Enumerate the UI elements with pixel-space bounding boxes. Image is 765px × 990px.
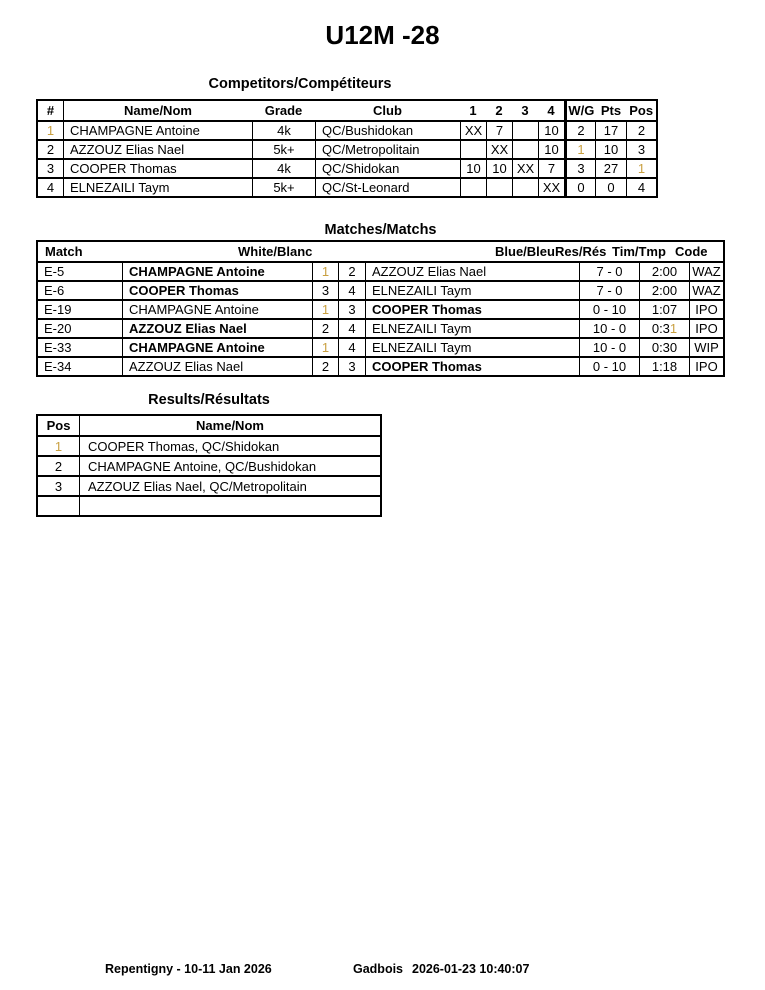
cell-blue-number: 4 (338, 339, 365, 356)
cell-number: 4 (46, 180, 55, 195)
cell-points: 0 (595, 179, 626, 196)
cell-club: QC/Bushidokan (315, 122, 460, 139)
cell-blue-name: ELNEZAILI Taym (365, 282, 579, 299)
table-row (38, 337, 723, 356)
col-points: Pts (600, 103, 622, 118)
col-grade: Grade (264, 103, 303, 118)
cell-match-id: E-20 (44, 321, 72, 336)
cell-white-name: COOPER Thomas (122, 282, 312, 299)
cell-position: 3 (54, 478, 63, 494)
cell-white-name: CHAMPAGNE Antoine (122, 263, 312, 280)
cell-position: 2 (54, 458, 63, 474)
cell-round-2: 7 (486, 122, 512, 139)
cell-white-number: 3 (312, 282, 338, 299)
cell-round-3 (512, 141, 538, 158)
competitors-table-header (38, 101, 656, 120)
cell-blue-name: ELNEZAILI Taym (365, 339, 579, 356)
cell-result: 0 - 10 (579, 301, 639, 318)
cell-grade: 4k (252, 122, 315, 139)
col-position: Pos (46, 418, 71, 433)
cell-blue-name: COOPER Thomas (365, 301, 579, 318)
footer-event: Repentigny - 10-11 Jan 2026 (105, 962, 272, 976)
cell-round-1: XX (460, 122, 486, 139)
cell-match-id: E-5 (44, 264, 65, 279)
cell-position: 1 (54, 438, 63, 454)
header-group-score (564, 101, 656, 120)
cell-white-number: 2 (312, 358, 338, 375)
cell-club: QC/Shidokan (315, 160, 460, 177)
col-round-3: 3 (521, 103, 529, 118)
cell-blue-number: 4 (338, 282, 365, 299)
cell-code: WAZ (689, 282, 723, 299)
table-row (38, 139, 656, 158)
cell-result: 7 - 0 (579, 282, 639, 299)
cell-round-3 (512, 179, 538, 196)
footer-timestamp: 2026-01-23 10:40:07 (412, 962, 530, 976)
results-table (36, 414, 382, 517)
cell-time: 0:3 1 (639, 320, 689, 337)
col-white: White/Blanc (238, 244, 313, 259)
cell-grade: 5k+ (252, 179, 315, 196)
cell-round-2: 10 (486, 160, 512, 177)
section-heading-matches: Matches/Matchs (324, 222, 437, 238)
cell-number: 3 (46, 161, 55, 176)
table-row (38, 158, 656, 177)
cell-white-number: 1 (312, 263, 338, 280)
cell-points: 10 (595, 141, 626, 158)
footer-operator: Gadbois (353, 962, 404, 976)
table-row (38, 318, 723, 337)
cell-number: 2 (46, 142, 55, 157)
cell-result: 7 - 0 (579, 263, 639, 280)
cell-wins: 1 (564, 141, 595, 158)
cell-blue-number: 2 (338, 263, 365, 280)
cell-round-2: XX (486, 141, 512, 158)
cell-round-2 (486, 179, 512, 196)
cell-club: QC/Metropolitain (315, 141, 460, 158)
matches-table-header (38, 242, 723, 261)
cell-match-id: E-34 (44, 359, 72, 374)
cell-grade: 5k+ (252, 141, 315, 158)
cell-match-id: E-6 (44, 283, 65, 298)
cell-white-name: CHAMPAGNE Antoine (122, 301, 312, 318)
header-group-main (63, 101, 564, 120)
col-name: Name/Nom (124, 103, 192, 118)
cell-position: 2 (626, 122, 656, 139)
col-match: Match (45, 244, 83, 259)
cell-white-number: 1 (312, 301, 338, 318)
cell-code: IPO (689, 320, 723, 337)
cell-round-1 (460, 141, 486, 158)
table-row (38, 261, 723, 280)
cell-blue-name: AZZOUZ Elias Nael (365, 263, 579, 280)
cell-round-1: 10 (460, 160, 486, 177)
cell-code: WAZ (689, 263, 723, 280)
cell-time: 1:18 (639, 358, 689, 375)
cell-white-name: AZZOUZ Elias Nael (122, 320, 312, 337)
cell-name: ELNEZAILI Taym (63, 179, 252, 196)
cell-points: 17 (595, 122, 626, 139)
cell-round-4: 10 (538, 122, 564, 139)
cell-name: COOPER Thomas (63, 160, 252, 177)
cell-number: 1 (46, 123, 55, 138)
cell-time: 1:07 (639, 301, 689, 318)
cell-round-4: 10 (538, 141, 564, 158)
table-row (38, 475, 380, 495)
cell-points: 27 (595, 160, 626, 177)
cell-match-id: E-19 (44, 302, 72, 317)
cell-code: WIP (689, 339, 723, 356)
cell-white-name: CHAMPAGNE Antoine (122, 339, 312, 356)
cell-code: IPO (689, 358, 723, 375)
cell-name: AZZOUZ Elias Nael (63, 141, 252, 158)
cell-position: 1 (626, 160, 656, 177)
cell-result: 10 - 0 (579, 320, 639, 337)
cell-white-name: AZZOUZ Elias Nael (122, 358, 312, 375)
cell-blue-number: 4 (338, 320, 365, 337)
table-row (38, 280, 723, 299)
cell-result: 0 - 10 (579, 358, 639, 375)
col-round-4: 4 (547, 103, 555, 118)
section-heading-results: Results/Résultats (148, 392, 270, 408)
cell-blue-number: 3 (338, 301, 365, 318)
table-row (38, 120, 656, 139)
cell-blue-number: 3 (338, 358, 365, 375)
cell-wins: 0 (564, 179, 595, 196)
col-result: Res/Rés (555, 244, 607, 259)
col-blue: Blue/Bleu (495, 244, 555, 259)
col-time: Tim/Tmp (612, 244, 666, 259)
cell-name: CHAMPAGNE Antoine (63, 122, 252, 139)
cell-time: 2:00 (639, 282, 689, 299)
results-table-header (38, 416, 380, 435)
cell-result: 10 - 0 (579, 339, 639, 356)
page-title: U12M -28 (325, 20, 440, 50)
section-heading-competitors: Competitors/Compétiteurs (208, 76, 392, 92)
table-row (38, 356, 723, 375)
cell-round-3: XX (512, 160, 538, 177)
col-round-2: 2 (495, 103, 503, 118)
cell-wins: 2 (564, 122, 595, 139)
cell-club: QC/St-Leonard (315, 179, 460, 196)
cell-round-4: 7 (538, 160, 564, 177)
cell-blue-name: ELNEZAILI Taym (365, 320, 579, 337)
competitors-table (36, 99, 658, 198)
cell-position: 3 (626, 141, 656, 158)
col-round-1: 1 (469, 103, 477, 118)
cell-position (38, 497, 79, 515)
cell-name: CHAMPAGNE Antoine, QC/Bushidokan (79, 457, 380, 475)
cell-white-number: 2 (312, 320, 338, 337)
cell-grade: 4k (252, 160, 315, 177)
table-row (38, 455, 380, 475)
table-row (38, 177, 656, 196)
cell-name: COOPER Thomas, QC/Shidokan (79, 437, 380, 455)
cell-time: 0:30 (639, 339, 689, 356)
cell-time: 2:00 (639, 263, 689, 280)
cell-position: 4 (626, 179, 656, 196)
cell-round-3 (512, 122, 538, 139)
col-number: # (46, 103, 55, 118)
table-row (38, 495, 380, 515)
col-code: Code (675, 244, 708, 259)
col-club: Club (373, 103, 402, 118)
col-name: Name/Nom (79, 416, 380, 435)
cell-name: AZZOUZ Elias Nael, QC/Metropolitain (79, 477, 380, 495)
cell-round-4: XX (538, 179, 564, 196)
cell-round-1 (460, 179, 486, 196)
cell-match-id: E-33 (44, 340, 72, 355)
table-row (38, 299, 723, 318)
cell-wins: 3 (564, 160, 595, 177)
cell-blue-name: COOPER Thomas (365, 358, 579, 375)
cell-white-number: 1 (312, 339, 338, 356)
matches-table (36, 240, 725, 377)
cell-name (79, 497, 380, 515)
col-wins: W/G (568, 103, 595, 118)
table-row (38, 435, 380, 455)
cell-code: IPO (689, 301, 723, 318)
col-position: Pos (629, 103, 654, 118)
